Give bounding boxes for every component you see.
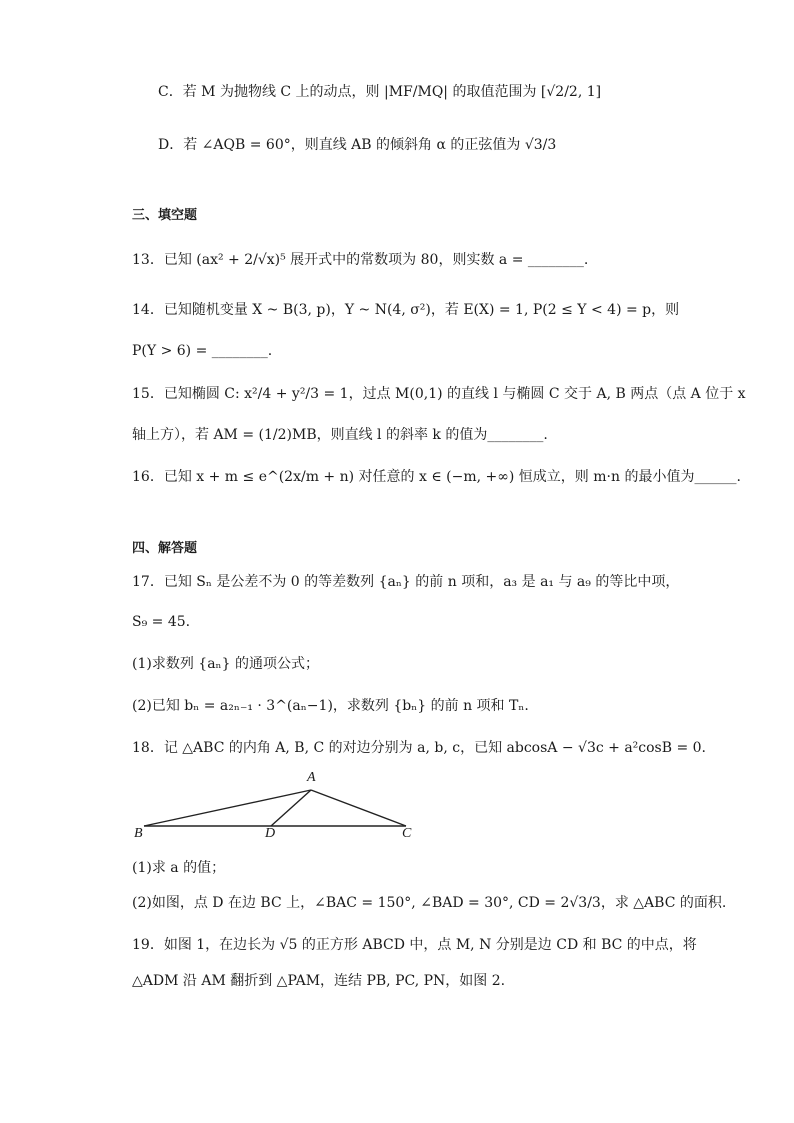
question-18-part1: (1)求 a 的值； [132, 860, 226, 876]
label-c: C [402, 826, 412, 841]
question-16: 16．已知 x + m ≤ e^(2x/m + n) 对任意的 x ∈ (−m, +∞) 恒成立，则 m·n 的最小值为______. [132, 469, 741, 485]
question-17-line2: S₉ = 45. [132, 614, 191, 630]
segment-ac [311, 790, 406, 826]
option-c: C．若 M 为抛物线 C 上的动点，则 |MF/MQ| 的取值范围为 [√2/2, 1] [158, 84, 602, 100]
question-15-line2: 轴上方），若 AM = (1/2)MB，则直线 l 的斜率 k 的值为________. [132, 427, 548, 443]
question-19-line1: 19．如图 1，在边长为 √5 的正方形 ABCD 中，点 M, N 分别是边 CD 和 BC 的中点，将 [132, 937, 697, 953]
question-15-line1: 15．已知椭圆 C: x²/4 + y²/3 = 1，过点 M(0,1) 的直线 l 与椭圆 C 交于 A, B 两点（点 A 位于 x [132, 386, 746, 402]
option-d: D．若 ∠AQB = 60°，则直线 AB 的倾斜角 α 的正弦值为 √3/3 [158, 137, 557, 153]
question-17-line1: 17．已知 Sₙ 是公差不为 0 的等差数列 {aₙ} 的前 n 项和，a₃ 是 a₁ 与 a₉ 的等比中项， [132, 574, 680, 590]
segment-ab [144, 790, 311, 826]
question-18-part2: (2)如图，点 D 在边 BC 上，∠BAC = 150°, ∠BAD = 30°, CD = 2√3/3，求 △ABC 的面积. [132, 895, 727, 911]
question-17-part1: (1)求数列 {aₙ} 的通项公式； [132, 656, 319, 672]
question-14-line1: 14．已知随机变量 X ~ B(3, p)，Y ~ N(4, σ²)，若 E(X) = 1, P(2 ≤ Y < 4) = p，则 [132, 302, 680, 318]
question-17-part2: (2)已知 bₙ = a₂ₙ₋₁ · 3^(aₙ−1)，求数列 {bₙ} 的前 n 项和 Tₙ. [132, 698, 529, 714]
section-fill-heading: 三、填空题 [132, 208, 198, 223]
question-18: 18．记 △ABC 的内角 A, B, C 的对边分别为 a, b, c，已知 abcosA − √3c + a²cosB = 0. [132, 740, 707, 756]
question-13: 13．已知 (ax² + 2/√x)⁵ 展开式中的常数项为 80，则实数 a = ________. [132, 252, 589, 268]
question-19-line2: △ADM 沿 AM 翻折到 △PAM，连结 PB, PC, PN，如图 2. [132, 973, 506, 989]
label-d: D [265, 826, 276, 841]
triangle-diagram [130, 774, 430, 842]
section-solve-heading: 四、解答题 [132, 541, 198, 556]
label-a: A [307, 770, 316, 785]
triangle-figure [130, 770, 430, 846]
question-14-line2: P(Y > 6) = ________. [132, 343, 273, 359]
label-b: B [134, 826, 143, 841]
segment-ad [271, 790, 311, 826]
